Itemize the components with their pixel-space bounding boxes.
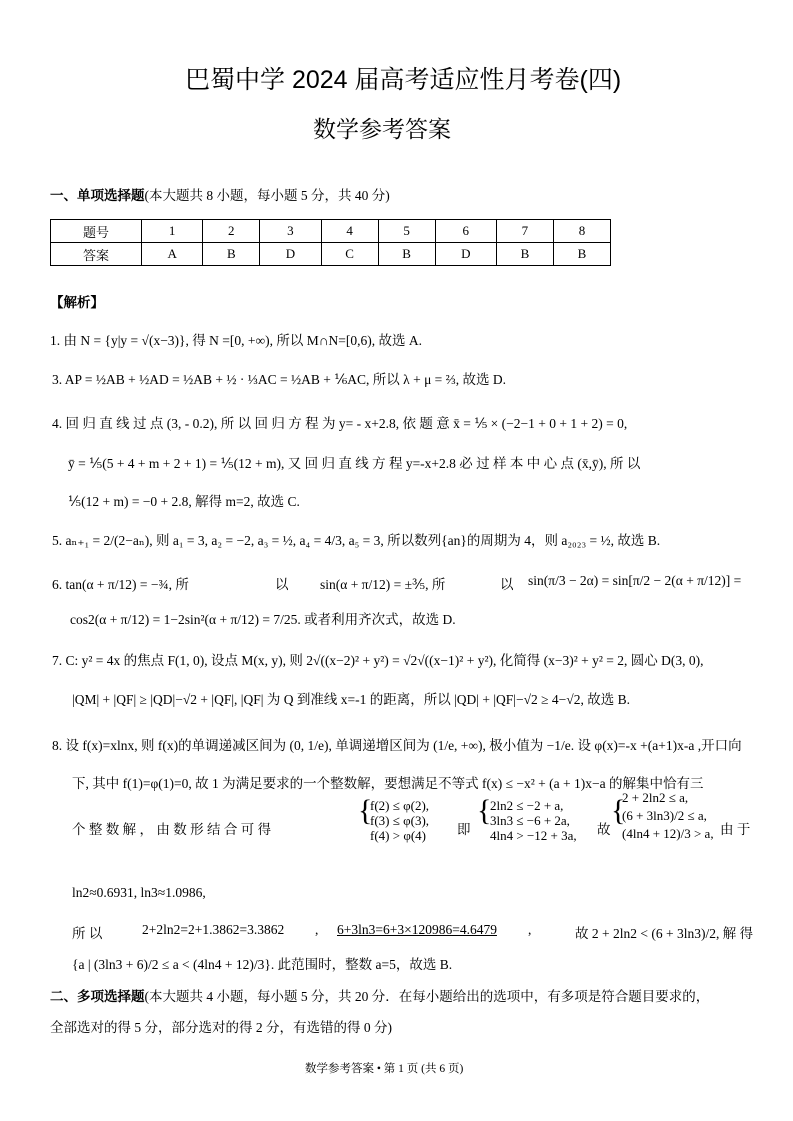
solution-8-line-3-intro: 个 整 数 解 ， 由 数 形 结 合 可 得 — [72, 822, 272, 837]
answer-cell: C — [321, 243, 378, 266]
solution-8-line-3-ji: 即 — [457, 822, 471, 837]
solution-1: 1. 由 N = {y|y = √(x−3)}, 得 N =[0, +∞), 所以 M∩N=[0,6), 故选 A. — [50, 333, 422, 348]
answer-cell: B — [378, 243, 435, 266]
question-number: 3 — [260, 220, 321, 243]
solution-3: 3. AP = ½AB + ½AD = ½AB + ½ · ⅓AC = ½AB + ⅙AC, 所以 λ + μ = ⅔, 故选 D. — [52, 372, 507, 387]
solution-6-part-c: sin(α + π/12) = ±⅗, 所 — [320, 577, 446, 592]
solution-8-line-5-calc-2: 6+3ln3=6+3×120986=4.6479 — [337, 922, 497, 937]
inequality-system-3 — [622, 790, 714, 841]
solution-8-line-6: {a | (3ln3 + 6)/2 ≤ a < (4ln4 + 12)/3}. 此范围时，整数 a=5，故选 B. — [72, 957, 453, 972]
solution-4-line-3: ⅕(12 + m) = −0 + 2.8, 解得 m=2, 故选 C. — [68, 494, 300, 509]
solution-7-line-1: 7. C: y² = 4x 的焦点 F(1, 0), 设点 M(x, y), 则 2√((x−2)² + y²) = √2√((x−1)² + y²), 化简得 (x−3)² + y² = 2, 圆心 D(3, 0), — [52, 653, 704, 668]
answer-table-answer-row — [51, 243, 611, 266]
question-number: 8 — [553, 220, 610, 243]
solution-8-line-5-conclusion: 故 2 + 2ln2 < (6 + 3ln3)/2, 解 得 — [575, 926, 754, 941]
section-1-heading: 一、单项选择题 — [50, 188, 145, 203]
solution-8-line-3-gu: 故 — [597, 822, 611, 837]
solution-8-line-2: 下, 其中 f(1)=φ(1)=0, 故 1 为满足要求的一个整数解，要想满足不等式 f(x) ≤ −x² + (a + 1)x−a 的解集中恰有三 — [72, 776, 704, 791]
solution-8-line-3-youyu: 由 于 — [720, 822, 751, 837]
section-1-title — [50, 184, 390, 204]
answer-cell: D — [435, 243, 496, 266]
answer-cell: B — [203, 243, 260, 266]
system-2-row: 2ln2 ≤ −2 + a, — [490, 798, 564, 813]
solution-8-line-5-comma: , — [528, 922, 532, 937]
question-number: 1 — [142, 220, 203, 243]
solution-8-line-1: 8. 设 f(x)=xlnx, 则 f(x)的单调递减区间为 (0, 1/e), 单调递增区间为 (1/e, +∞), 极小值为 −1/e. 设 φ(x)=-x +(a+1)x-a ,开口向 — [52, 738, 742, 753]
solution-6-part-d: 以 — [500, 577, 514, 592]
inequality-system-2 — [490, 798, 577, 843]
answer-cell: B — [496, 243, 553, 266]
question-number: 4 — [321, 220, 378, 243]
question-number: 7 — [496, 220, 553, 243]
left-brace-icon: { — [477, 794, 492, 827]
page-footer: 数学参考答案 • 第 1 页 (共 6 页) — [305, 1063, 464, 1075]
page-subtitle: 数学参考答案 — [313, 117, 451, 143]
system-1-row: f(4) > φ(4) — [370, 828, 426, 843]
answer-cell: B — [553, 243, 610, 266]
solution-8-line-4: ln2≈0.6931, ln3≈1.0986, — [72, 885, 206, 900]
answer-table — [50, 219, 611, 266]
left-brace-icon: { — [611, 794, 626, 827]
system-2-row: 4ln4 > −12 + 3a, — [490, 828, 577, 843]
system-2-row: 3ln3 ≤ −6 + 2a, — [490, 813, 570, 828]
answer-cell: A — [142, 243, 203, 266]
inequality-system-1 — [370, 798, 429, 843]
system-3-row: 2 + 2ln2 ≤ a, — [622, 790, 689, 805]
question-number: 6 — [435, 220, 496, 243]
solution-6-line-2: cos2(α + π/12) = 1−2sin²(α + π/12) = 7/25. 或者利用齐次式，故选 D. — [70, 612, 456, 627]
answer-cell: D — [260, 243, 321, 266]
question-number: 2 — [203, 220, 260, 243]
solution-4-line-1: 4. 回 归 直 线 过 点 (3, - 0.2), 所 以 回 归 方 程 为 y= - x+2.8, 依 题 意 x̄ = ⅕ × (−2−1 + 0 + 1 + 2) = 0, — [52, 416, 628, 431]
page-title: 巴蜀中学 2024 届高考适应性月考卷(四) — [185, 66, 622, 94]
solution-4-line-2: ȳ = ⅕(5 + 4 + m + 2 + 1) = ⅕(12 + m), 又 回 归 直 线 方 程 y=-x+2.8 必 过 样 本 中 心 点 (x̄,ȳ), 所 以 — [68, 456, 641, 471]
system-1-row: f(2) ≤ φ(2), — [370, 798, 430, 813]
section-1-note: (本大题共 8 小题，每小题 5 分，共 40 分) — [144, 188, 390, 203]
system-1-row: f(3) ≤ φ(3), — [370, 813, 430, 828]
system-3-row: (4ln4 + 12)/3 > a, — [622, 826, 714, 841]
analysis-label: 【解析】 — [50, 295, 104, 310]
section-2-title — [50, 985, 709, 1005]
left-brace-icon: { — [358, 794, 373, 827]
row-label-number: 题号 — [51, 220, 142, 243]
system-3-row: (6 + 3ln3)/2 ≤ a, — [622, 808, 707, 823]
section-2-note-line-1: (本大题共 4 小题，每小题 5 分，共 20 分．在每小题给出的选项中，有多项是符合题目要求的， — [144, 989, 710, 1004]
section-2-heading: 二、多项选择题 — [50, 989, 145, 1004]
solution-8-line-5-calc-1: 2+2ln2=2+1.3862=3.3862 — [142, 922, 285, 937]
section-2-note-line-2: 全部选对的得 5 分，部分选对的得 2 分，有选错的得 0 分) — [50, 1020, 392, 1035]
solution-6-part-b: 以 — [275, 577, 289, 592]
solution-7-line-2: |QM| + |QF| ≥ |QD|−√2 + |QF|, |QF| 为 Q 到准线 x=-1 的距离，所以 |QD| + |QF|−√2 ≥ 4−√2, 故选 B. — [72, 692, 630, 707]
solution-8-line-5-suoyi: 所 以 — [72, 926, 103, 941]
solution-5: 5. aₙ₊₁ = 2/(2−aₙ), 则 a₁ = 3, a₂ = −2, a₃ = ½, a₄ = 4/3, a₅ = 3, 所以数列{an}的周期为 4，则 a₂₀₂₃ = ½, 故选 B. — [52, 533, 661, 548]
solution-6-part-e: sin(π/3 − 2α) = sin[π/2 − 2(α + π/12)] = — [528, 573, 742, 588]
answer-table-number-row — [51, 220, 611, 243]
row-label-answer: 答案 — [51, 243, 142, 266]
solution-8-line-5-comma: , — [315, 922, 319, 937]
question-number: 5 — [378, 220, 435, 243]
solution-6-part-a: 6. tan(α + π/12) = −¾, 所 — [52, 577, 189, 592]
